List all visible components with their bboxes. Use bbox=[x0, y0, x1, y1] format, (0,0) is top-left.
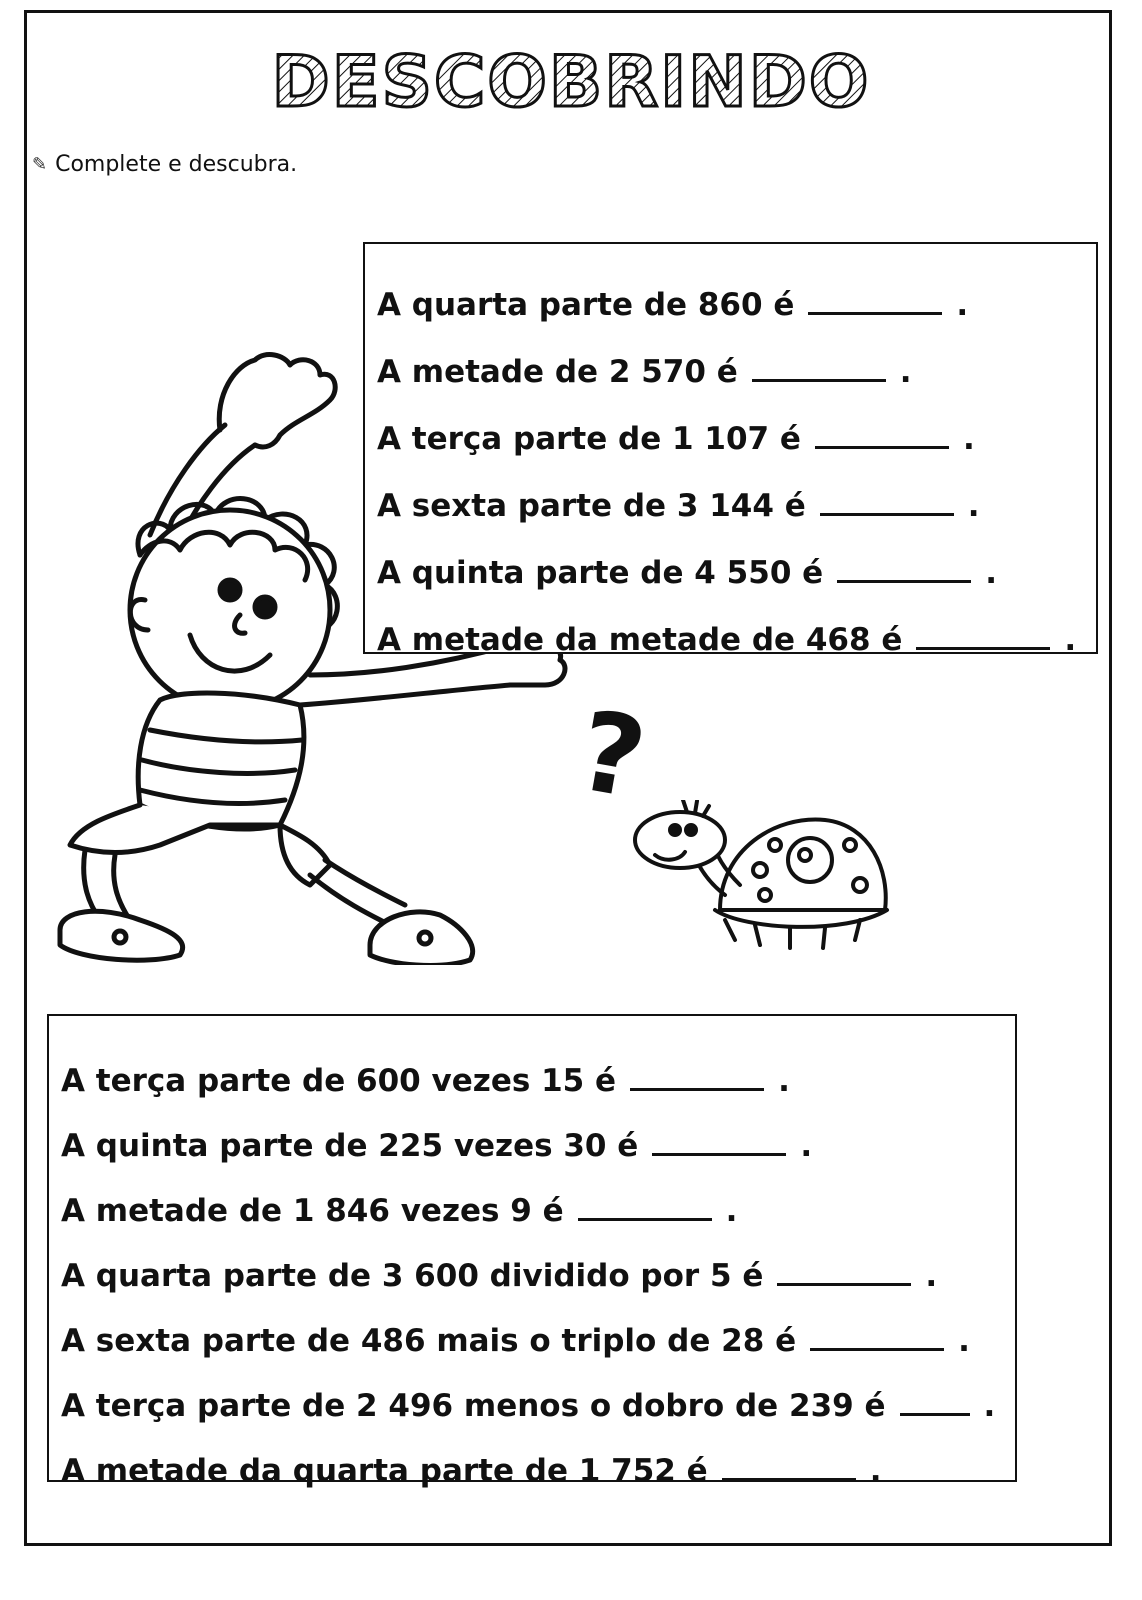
answer-blank[interactable] bbox=[900, 1412, 970, 1416]
exercise-text: A quinta parte de 4 550 é bbox=[377, 555, 824, 591]
exercise-text: A terça parte de 2 496 menos o dobro de 239 é bbox=[61, 1388, 886, 1424]
answer-blank[interactable] bbox=[820, 512, 954, 516]
period: . bbox=[967, 488, 980, 524]
period: . bbox=[725, 1193, 738, 1229]
answer-blank[interactable] bbox=[837, 579, 971, 583]
exercise-text: A metade da quarta parte de 1 752 é bbox=[61, 1453, 708, 1489]
title-banner bbox=[0, 40, 1142, 120]
exercise-line bbox=[49, 1359, 1015, 1424]
exercise-line bbox=[365, 591, 1096, 658]
exercise-line bbox=[49, 1294, 1015, 1359]
exercise-line bbox=[365, 457, 1096, 524]
exercise-line bbox=[49, 1099, 1015, 1164]
exercise-text: A terça parte de 1 107 é bbox=[377, 421, 801, 457]
period: . bbox=[983, 1388, 996, 1424]
answer-blank[interactable] bbox=[752, 378, 886, 382]
answer-blank[interactable] bbox=[916, 646, 1050, 650]
answer-blank[interactable] bbox=[722, 1477, 856, 1481]
period: . bbox=[1064, 622, 1077, 658]
exercise-line bbox=[49, 1034, 1015, 1099]
question-mark: ? bbox=[569, 686, 655, 824]
exercise-line bbox=[365, 323, 1096, 390]
answer-blank[interactable] bbox=[777, 1282, 911, 1286]
exercise-text: A sexta parte de 3 144 é bbox=[377, 488, 806, 524]
pencil-icon: ✎ bbox=[32, 154, 48, 175]
period: . bbox=[958, 1323, 970, 1359]
answer-blank[interactable] bbox=[652, 1152, 786, 1156]
exercise-text: A terça parte de 600 vezes 15 é bbox=[61, 1063, 617, 1099]
exercise-text: A quarta parte de 3 600 dividido por 5 é bbox=[61, 1258, 764, 1294]
period: . bbox=[800, 1128, 813, 1164]
period: . bbox=[869, 1453, 882, 1489]
instruction-text: Complete e descubra. bbox=[55, 152, 298, 177]
period: . bbox=[956, 287, 969, 323]
answer-blank[interactable] bbox=[578, 1217, 712, 1221]
answer-blank[interactable] bbox=[630, 1087, 764, 1091]
exercise-text: A quinta parte de 225 vezes 30 é bbox=[61, 1128, 639, 1164]
exercise-line bbox=[49, 1229, 1015, 1294]
exercise-text: A metade da metade de 468 é bbox=[377, 622, 903, 658]
answer-blank[interactable] bbox=[815, 445, 949, 449]
exercise-line bbox=[365, 256, 1096, 323]
period: . bbox=[899, 354, 912, 390]
period: . bbox=[962, 421, 975, 457]
period: . bbox=[778, 1063, 790, 1099]
exercise-box-1 bbox=[363, 242, 1098, 658]
exercise-line bbox=[49, 1424, 1015, 1489]
period: . bbox=[985, 555, 997, 591]
exercise-line bbox=[365, 390, 1096, 457]
exercise-text: A sexta parte de 486 mais o triplo de 28 é bbox=[61, 1323, 797, 1359]
exercise-text: A quarta parte de 860 é bbox=[377, 287, 795, 323]
exercise-box-2 bbox=[47, 1014, 1017, 1489]
exercise-line bbox=[365, 524, 1096, 591]
period: . bbox=[925, 1258, 938, 1294]
instruction bbox=[32, 152, 297, 177]
exercise-text: A metade de 2 570 é bbox=[377, 354, 738, 390]
answer-blank[interactable] bbox=[808, 311, 942, 315]
turtle-illustration bbox=[625, 800, 895, 950]
exercise-text: A metade de 1 846 vezes 9 é bbox=[61, 1193, 564, 1229]
exercise-line bbox=[49, 1164, 1015, 1229]
answer-blank[interactable] bbox=[810, 1347, 944, 1351]
page-title: DESCOBRINDO bbox=[271, 41, 871, 120]
